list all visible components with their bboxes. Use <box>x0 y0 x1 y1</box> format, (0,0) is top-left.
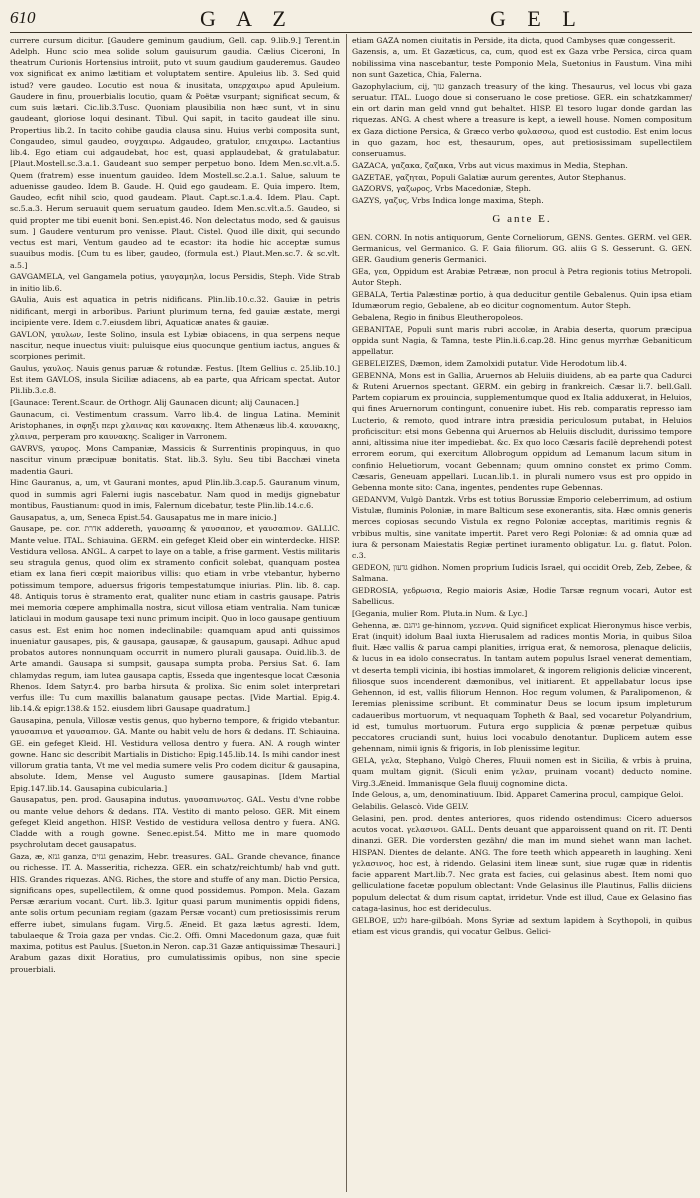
dictionary-entry: GEDANVM, Vulgò Dantzk. Vrbs est totius Borussiæ Emporio celeberrimum, ad ostium Vistulæ, fluminis Poloniæ, in mare Balticum sese exonerantis, sita. Hæc omnis generis merces copiosas secundo Vistula ex regno Poloniæ acceptas, maritimis regnis & vrbibus multis, sine vanitate impertit. Paret vero Regi Poloniæ: & ad omnia quæ ad iura & personam Maiestatis Regiæ pertinet iuramento obligatur. Lu. g. flatut. Polon. c.3. <box>352 494 692 560</box>
dictionary-entry: Gaza, æ, גנזא ganza, גנזים genazim, Hebr. treasures. GAL. Grande chevance, finance ou richesse. IT. A. Masseritia, richezza. GER. ein schatz/reichtumb/ hab vnd gutt. HIS. Grandes riquezas. ANG. Riches, the store and stuffe of any man. Dictio Persica, significans opes, supellectilem, & omne quod possidemus. Pompon. Mela. Gazam Persæ ærarium vocant. Curt. lib.3. Igitur quasi parum munimentis oppidi fidens, ante solis ortum pecuniam regiam (gazam Persæ vocant) cum pretiosissimis rerum efferre iubet, simulans fugam. Virg.5. Æneid. Et gaza lætus agresti. Idem, tabulaeque & Troia gaza per vndas. Cic.2. Offi. Omni Macedonum gaza, quæ fuit maxima, potitus est Paulus. [Sueton.in Neron. cap.31 Gazæ antiquissimæ Thesauri.] Arabum gazas dixit Horatius, pro cumulatissimis opibus, non sine specie prouerbiali. <box>10 852 340 974</box>
section-heading: G ante E. <box>492 213 552 226</box>
dictionary-entry: Gelabilis. Gelascò. Vide GELV. <box>352 802 469 811</box>
dictionary-entry: GAVGAMELA, vel Gangamela potius, γαυγαμηλα, locus Persidis, Steph. Vide Strab in initio lib.6. <box>10 272 340 293</box>
dictionary-entry: Gausape, pe. cor. אדרת addereth, γαυσαπης & γαυσαπον, et γαυσαπιον. GALLIC. Mante velue. ITAL. Schiauina. GERM. ein gefeget Kleid ober ein winterdecke. HISP. Vestidura vellosa. ANGL. A carpet to laye on a table, a frise garment. Vestis militaris seu stragula genus, quod olim ex stramento conficit solebat, quanquam postea etiam ex lana fieri cœpit maioribus villis: quo etiam in vrbe vtebantur, hyberno potissimum tempore, aduersus frigoris tempestatumque iniurias. Plin. lib. 8. cap. 48. Antiquis torus è stramento erat, qualiter nunc etiam in castris gausape. Patris mei memoria cœpere amphimalla nostra, sicut villosa etiam ventralia. Nam tunicæ laticlaui in modum gausape texi nunc primum incipit. Quo in loco gausape gentiuum casus est. Est enim hoc nomen indeclinabile: quamquam apud anti quissimos inueniatur gausapes, pis, & gausapa, gausapæ, & gausapum, gausapi. Adhuc apud probatos autores nonnunquam occurrit in numero plurali gausapa. Ouid.lib.3. de Arte amandi. Gausapa si sumpsit, gausapa sumpta proba. Persius Sat. 6. Iam chlamydas regum, iam lutea gausapa captis, Esseda que ingentesque locat Cæsonia Rhenos. Idem Satyr.4. pro barba hirsuta & prolixa. Sic enim solet interpretari verfus ille: Tu cum maxillis balanatum gausape pectas. [Vide Martial. Epig.4. lib.14.& epigr.138.& 152. eiusdem libri Gausape quadratum.] <box>10 524 340 714</box>
dictionary-entry: Inde Gelous, a, um, denominatiuum. Ibid. Apparet Camerina procul, campique Geloi. <box>352 790 684 800</box>
dictionary-entry: GEBENNA, Mons est in Gallia, Aruernos ab Heluiis diuidens, ab ea parte qua Cadurci & Ruteni Aruernos spectant. GERM. ein gebirg in frankreich. Cæsar li.7. bell.Gall. Partem copiarum ex prouincia, supplementumque quod ex Italia adduxerat, in Heluios, qui fines Aruernorum contingunt, conuenire iubet. His reb. comparatis represso iam Lucterio, & remoto, quod intrare intra præsidia periculosum putabat, in Heluios proficiscitur: etsi mons Gebenna qui Aruernos ab Heluiis discludit, durissimo tempore anni, altissima niue iter impediebat. &c. Ex quo loco Cæsaris facilè deprehendi potest errorem eorum, qui exercitum Allobrogum oppidum ad Lemanum lacum situm in confinio Heluetiorum, vocant Gebennam; quum omnino constet ex primo Comm. Cæsaris, Geneuam appellari. Lucan.lib.1. in plurali numero vsus est pro oppido in Gebenna monte sito: Cana, ingentes, pendentes rupe Gebennas. <box>352 370 692 492</box>
dictionary-entry: GAZORVS, γαζωρος, Vrbs Macedoniæ, Steph. <box>352 184 531 194</box>
dictionary-entry: Gazophylacium, cij, גנזך ganzach treasury of the king. Thesaurus, vel locus vbi gaza seruatur. ITAL. Luogo doue si conseruano le cose pretiose. GER. ein schatzkammer/ ein ort darin man geld vnnd gut behaltet. HISP. El tesoro lugar donde gardan las riquezas. ANG. A chest where a treasure is kept, a iewell house. Nomen compositum ex Gaza dictione Persica, & Græco verbo φυλασσω, quod est custodio. Est enim locus in quo gazam, hoc est, thesaurum, opes, aut pretiosissimam supellectilem conseruamus. <box>352 81 692 158</box>
dictionary-entry: GELBOE, גלבע hare-gilbóah. Mons Syriæ ad sextum lapidem à Scythopoli, in quibus etiam est vicus grandis, qui vocatur Gelbus. Gelici- <box>352 915 692 936</box>
left-column <box>10 34 340 1194</box>
dictionary-entry: currere cursum dicitur. [Gaudere geminum gaudium, Gell. cap. 9.lib.9.] Terent.in Adelph. Hunc scio mea solide solum gauisurum gaudia. Cælius Ciceroni, In theatrum Curionis Hortensius introiit, puto vt suum gaudium gauderemus. Gaudeo vox significat ex animo lætitiam et voluptatem sentire. Apuleius lib. 3. Sed quid istud? vere gaudeo. Locutio est noua & inusitata, υπερχαιρω apud Apuleium. Gaudere in finu, prouerbialis locutio, quam & Poëtæ vsurpant; significat secum, & cum suis lætari. Cic.lib.3.Tusc. Quoniam plausibilia non hæc sunt, vt in sinu gaudeant, gloriose loqui desinant. Tibul. Qui sapit, in tacito gaudeat ille sinu. Propertius lib.2. In tacito cohibe gaudia clausa sinu. Huius verbi composita sunt, Congaudeo, simul gaudeo, συγχαιρω. Adgaudeo, gratulor, επιχαιρω. Lactantius lib.4. Ego etiam cui adgaudebat, hoc est, quasi applaudebat, & gratulabatur. [Plaut.Mostell.sc.3.a.1. Gaudeant suo semper perpetuo bono. Idem Men.sc.vlt.a.5. Quem (fratrem) esse inuentum gauideo. Idem Mostell.sc.2.a.1. Salue, saluum te aduenisse gaudeo. Idem B. Gaude. H. Quid ego gaudeam. E. Quia impero. Item, Gaudeo, ecfit nihil scio, quod gaudeam. Plaut. Capt.sc.1.a.4. Idem. Plau. Capt. sc.5.a.3. Herum seruauit quem seruatum gaudeo. Idem Men.sc.vlt.a.5. Gaudeo, si quid propter me tibi euenit boni. Sen.epist.46. Non delectatus modo, sed & gauisus sum. ] Gaudere venturum pro venisse. Plaut. Cistel. Quod ille dixit, qui secundo vectus est mari, Ventum gaudeo ad te ecastor: ita hodie hic acceptæ sumus suauibus modis. [Cum tu es liber, gaudeo, (formula est.) Plaut.Men.sc.7. & sc.vlt. a.5.] <box>10 35 340 270</box>
dictionary-entry: Gausapina, penula, Villosæ vestis genus, quo hyberno tempore, & frigido vtebantur. γαυσαπινα et γαυσαπιον. GA. Mante ou habit velu de hors & dedans. IT. Schiauina. GE. ein gefeget Kleid. HI. Vestidura vellosa dentro y fuera. AN. A rough winter gowne. Hanc sic describit Martialis in Disticho: Epig.145.lib.14. Is mihi candor inest villorum gratia tanta, Vt me vel media sumere velis Pro codem dicitur & gausapina, absolute. Idem, Mense vel Augusto sumere gausapinas. [Idem Martial Epig.147.lib.14. Gausapina cubicularia.] <box>10 716 340 793</box>
dictionary-entry: Gebalena, Regio in finibus Eleutheropoleos. <box>352 312 524 322</box>
dictionary-entry: GELA, γελα, Stephano, Vulgò Cheres, Fluuii nomen est in Sicilia, & vrbis à pruina, quam multam gignit. (Siculi enim γελαν, pruinam vocant) deducto nomine. Virg.3.Æneid. Immanisque Gela fluuij cognomine dicta. <box>352 756 692 788</box>
text-columns <box>10 34 692 1194</box>
dictionary-entry: [Gegania, mulier Rom. Pluta.in Num. & Lyc.] <box>352 608 528 618</box>
dictionary-entry: GEBELEIZES, Dæmon, idem Zamolxidi putatur. Vide Herodotum lib.4. <box>352 358 627 368</box>
dictionary-entry: Gausapatus, a, um, Seneca Epist.54. Gausapatus me in mare inicio.] <box>10 512 277 522</box>
dictionary-entry: [Gaunace: Terent.Scaur. de Orthogr. Alij Gaunacen dicunt; alij Caunacen.] <box>10 398 299 407</box>
dictionary-entry: Gehenna, æ. גיהנם ge-hinnom, γεεννα. Quid significet explicat Hieronymus hisce verbis, Erat (inquit) idolum Baal iuxta Hierusalem ad radices montis Moria, in quibus Siloa fluit. Hæc vallis & parua campi planities, irrigua erat, & nemorosa, plenaque deliciis, & lucus in ea idolo consecratus. In tantam autem populus Israel venerat dementiam, vt deserta templi vicinia, ibi hostias immolaret, & ingorem religionis deliciæ vincerent, filiosque suos incenderent dæmonibus, vel initiarent. Et appellabatur locus ipse Gehennon, id est, vallis filiorum Hennon. Hoc regum volumen, & Paralipomenon, & Ieremias plenissime scribunt. Et comminatur Deus se locum ipsum impleturum cadaueribus mortuorum, vt nequaquam Topheth & Baal, sed vocaretur Polyandrium, id est, tumulus mortuorum. Futura ergo supplicia & pœnæ perpetuæ quibus peccatores cruciandi sunt, huius loci vocabulo denotantur. Duplicem autem esse gehennam, nimii ignis & frigoris, in Iob plenissime legitur. <box>352 620 692 754</box>
dictionary-entry: Gelasini, pen. prod. dentes anteriores, quos ridendo ostendimus: Cicero aduersos acutos vocat. γελασινοι. GALL. Dents deuant que apparoissent quand on rit. IT. Denti dinanzi. GER. Die vordersten gezähn/ die man im mund siehet wann man lachet. HISPAN. Dientes de delante. ANG. The fore teeth which appeareth in laughing. Xeni γελασινος, hoc est, à ridendo. Gelasini item lineæ sunt, siue rugæ quæ in ridentis facie apparent Mart.lib.7. Nec grata est facies, cui gelasinus abest. Item nomi quo gelliculatione facetæ populum oblectant: Vnde Gelasinus ille Plautinus, Fallis diiciens populum delectat & dum risum captat, irridetur. Vnde est illud, Caue ex Gelasino fias cataga-lasinus, hoc est derideculus. <box>352 813 692 913</box>
dictionary-entry: GEBALA, Tertia Palæstinæ portio, à qua deducitur gentile Gebalenus. Quin ipsa etiam Idumæorum regio, Gebalene, ab eo dicitur cognomentum. Autor Steph. <box>352 289 692 310</box>
right-column <box>352 34 692 1194</box>
dictionary-entry: GAZETAE, γαζηται, Populi Galatiæ aurum gerentes, Autor Stephanus. <box>352 172 627 182</box>
dictionary-entry: Gaulus, γαυλος. Nauis genus paruæ & rotundæ. Festus. [Item Gellius c. 25.lib.10.] Est item GAVLOS, insula Siciliæ adiacens, ab ea parte, qua Africam spectat. Autor Pli.lib.3.c.8. <box>10 363 340 396</box>
dictionary-entry: GEN. CORN. In notis antiquorum, Gente Corneliorum, GENS. Gentes. GERM. vel GER. Germanicus, vel Germanico. G. F. Gaia filiorum. GG. aliis G S. Gesserunt. G. GEN. GER. Gaudium generis Germanici. <box>352 232 692 264</box>
dictionary-entry: GAZACA, γαζακα, ζαζακα, Vrbs aut vicus maximus in Media, Stephan. <box>352 160 628 170</box>
dictionary-entry: GAVLON, γαυλων, Ieste Solino, insula est Lybiæ obiacens, in qua serpens neque nascitur, neque inuectus viuit: puluisque eius quocunque gentium iactus, angues & scorpiones perimit. <box>10 329 340 361</box>
dictionary-entry: GAVRVS, γαυρος. Mons Campaniæ, Massicis & Surrentinis propinquus, in quo nascitur vinum præcipuæ bonitatis. Stat. lib.3. Sylu. Seu tibi Bacchæi vineta madentia Gauri. <box>10 444 340 476</box>
left-running-title: G A Z <box>200 6 294 31</box>
dictionary-entry: GAZYS, γαζυς, Vrbs Indica longe maxima, Steph. <box>352 196 544 205</box>
dictionary-entry: GEa, γεα, Oppidum est Arabiæ Petrææ, non procul à Petra regionis totius Metropoli. Autor Steph. <box>352 266 692 287</box>
dictionary-entry: etiam GAZA nomen ciuitatis in Perside, ita dicta, quod Cambyses quæ congesserit. <box>352 35 676 45</box>
dictionary-entry: Gaunacum, ci. Vestimentum crassum. Varro lib.4. de lingua Latina. Meminit Aristophanes, in σφηξι περι χλαινας και καυνακης. Item Athenæus lib.4. καυνακης, χλαινα, perperam pro καυνακης. Scaliger in Varronem. <box>10 409 340 442</box>
dictionary-entry: GEDEON, גדעון gidhon. Nomen proprium Iudicis Israel, qui occidit Oreb, Zeb, Zebee, & Salmana. <box>352 562 692 583</box>
dictionary-entry: Gazensis, a, um. Et Gazæticus, ca, cum, quod est ex Gaza vrbe Persica, circa quam nobilissima vina nascebantur, teste Pomponio Mela, Suetonius in Faustum. Vina mihi non sunt Gazetica, Chia, Falerna. <box>352 47 692 79</box>
right-running-title: G E L <box>490 6 584 31</box>
dictionary-entry: GAulia, Auis est aquatica in petris nidificans. Plin.lib.10.c.32. Gauiæ in petris nidificant, mergi in arboribus. Pariunt plurimum terna, fed gauiæ æstate, mergi incipiente vere. Idem c.7.eiusdem libri, Aquaticæ anates & gauiæ. <box>10 295 340 327</box>
dictionary-entry: GEDROSIA, γεδρωσια, Regio maioris Asiæ, Hodie Tarsæ regnum vocari, Autor est Sabellicus. <box>352 585 692 606</box>
page-number: 610 <box>10 8 36 27</box>
dictionary-entry: Gausapatus, pen. prod. Gausapina indutus. γαυσαπινωτος. GAL. Vestu d'vne robbe ou mante velue dehors & dedans. ITA. Vestito di manto peloso. GER. Mit einem gefeget Kleid angethon. HISP. Vestido de vestidura vellosa dentro y fuera. ANG. Cladde with a rough gowne. Senec.epist.54. Mitto me in mare quomodo psychrolutam decet gausapatus. <box>10 795 340 850</box>
dictionary-entry: Hinc Gauranus, a, um, vt Gaurani montes, apud Plin.lib.3.cap.5. Gauranum vinum, quod in summis agri Falerni iugis nascebatur. Nam quod in medijs gignebatur montibus, Faustianum: quod in imis, Falernum dicebatur, teste Plin.lib.14.c.6. <box>10 478 340 510</box>
running-header <box>10 6 692 33</box>
dictionary-entry: GEBANITAE, Populi sunt maris rubri accolæ, in Arabia deserta, quorum præcipua oppida sunt Nagia, & Tamna, teste Plin.li.6.cap.28. Hinc genus myrrhæ Gebaniticum appellatur. <box>352 324 692 356</box>
